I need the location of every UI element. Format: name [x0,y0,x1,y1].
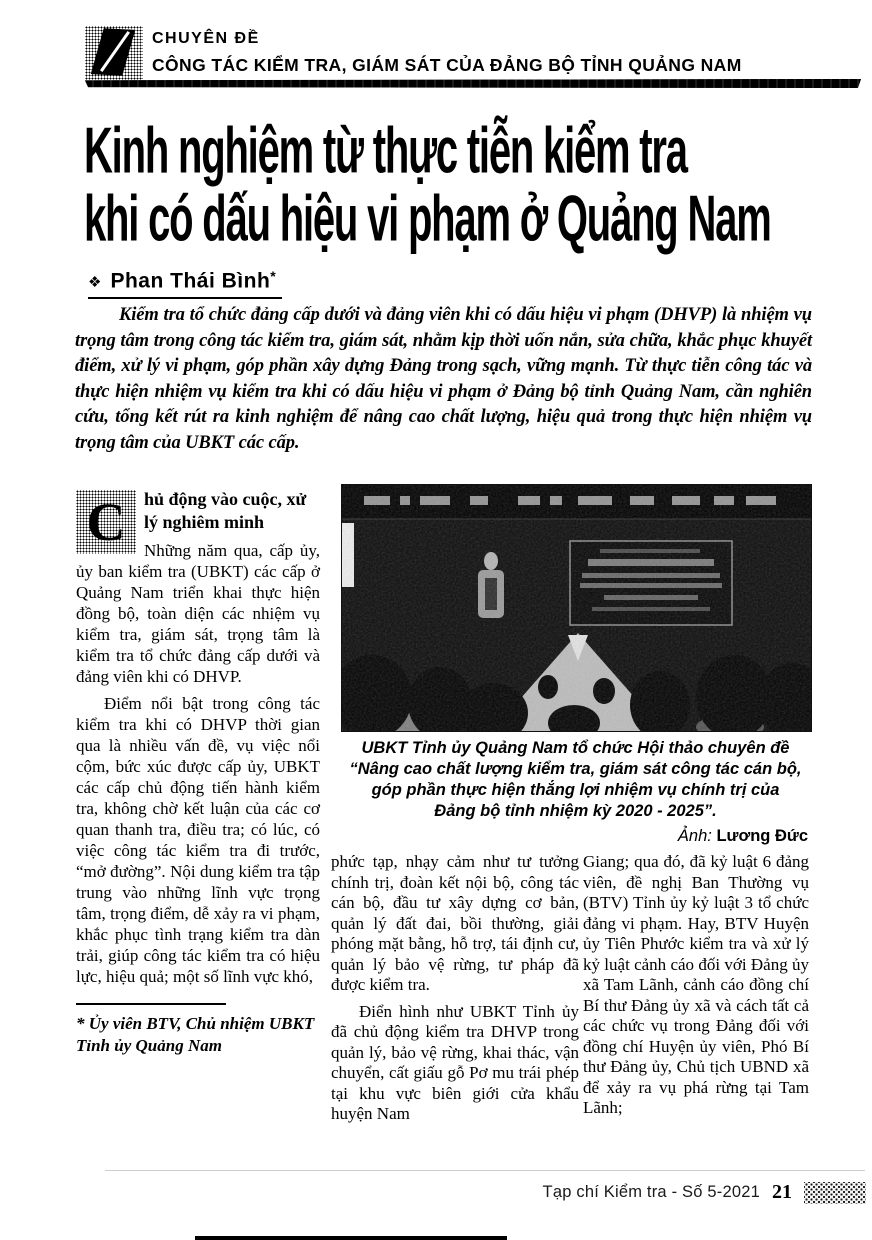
footnote-rule [76,1003,226,1005]
caption-line: Đảng bộ tỉnh nhiệm kỳ 2020 - 2025”. [434,802,717,820]
page-header [152,30,742,76]
photo-credit-name: Lương Đức [716,827,808,845]
column-right [583,852,809,1119]
conference-photo-art [342,485,811,731]
page-number: 21 [772,1181,792,1203]
lead-paragraph: Kiểm tra tổ chức đảng cấp dưới và đảng viên khi có dấu hiệu vi phạm (DHVP) là nhiệm vụ trọng tâm trong công tác kiểm tra, giám sát, nhằm kịp thời uốn nắn, sửa chữa, khắc phục khuyết điểm, xử lý vi phạm, góp phần xây dựng Đảng trong sạch, vững mạnh. Từ thực tiễn công tác và thực hiện nhiệm vụ kiểm tra khi có dấu hiệu vi phạm ở Đảng bộ tỉnh Quảng Nam, cần nghiên cứu, tổng kết rút ra kinh nghiệm để nâng cao chất lượng, hiệu quả trong thực hiện nhiệm vụ trọng tâm của UBKT các cấp. [75,305,812,453]
diamond-bullet-icon: ❖ [88,274,102,292]
caption-line: góp phần thực hiện thắng lợi nhiệm vụ chính trị của [371,781,780,799]
column-left [76,488,320,1057]
page-footer [430,1181,866,1204]
photo-credit-label: Ảnh: [677,827,712,845]
author-name: Phan Thái Bình [110,269,271,293]
scan-artifact-bar [195,1236,507,1240]
column-middle [331,852,579,1125]
article-title [84,114,872,255]
section-heading: hủ động vào cuộc, xử lý nghiêm minh [144,489,307,532]
caption-line: UBKT Tỉnh ủy Quảng Nam tổ chức Hội thảo chuyên đề [361,739,790,757]
caption-line: “Nâng cao chất lượng kiểm tra, giám sát công tác cán bộ, [349,760,802,778]
paragraph: phức tạp, nhạy cảm như tư tưởng chính trị, đoàn kết nội bộ, công tác cán bộ, đầu tư xây dựng cơ bản, quản lý đất đai, bồi thường, giải phóng mặt bằng, hỗ trợ, tái định cư, quản lý bảo vệ rừng, tư pháp đã được kiểm tra. [331,852,579,994]
author-footnote-marker: * [270,268,276,284]
title-line-1: Kinh nghiệm từ thực tiễn kiểm tra [84,114,687,187]
conference-photo [341,484,812,732]
header-rule [85,79,861,88]
author-byline-inner [88,268,282,299]
grain-overlay [342,485,811,731]
footer-ornament [804,1182,866,1204]
section-topic: CÔNG TÁC KIỂM TRA, GIÁM SÁT CỦA ĐẢNG BỘ TỈNH QUẢNG NAM [152,55,742,75]
photo-caption [343,738,808,847]
author-footnote: * Ủy viên BTV, Chủ nhiệm UBKT Tỉnh ủy Quảng Nam [76,1014,315,1055]
journal-issue: Tạp chí Kiểm tra - Số 5-2021 [542,1183,760,1201]
dropcap: C [76,490,136,554]
paragraph: Điểm nổi bật trong công tác kiểm tra khi có DHVP thời gian qua là nhiều vấn đề, vụ việc nổi cộm, bức xúc được cấp ủy, UBKT các cấp chủ động tiến hành kiểm tra, không chờ kết luận của các cơ quan thanh tra, điều tra; có lúc, có việc công tác kiểm tra đi trước, “mở đường”. Nội dung kiểm tra tập trung vào những lĩnh vực trọng tâm, trọng điểm, dễ xảy ra vi phạm, khắc phục tình trạng kiểm tra dàn trải, giúp công tác kiểm tra có hiệu lực, hiệu quả; một số lĩnh vực khó, [76,694,320,986]
photo-credit [343,826,808,847]
title-line-2: khi có dấu hiệu vi phạm ở Quảng Nam [84,182,771,255]
paragraph: Giang; qua đó, đã kỷ luật 6 đảng viên, đề nghị Ban Thường vụ (BTV) Tỉnh ủy kỷ luật 3 tổ chức đảng vi phạm. Hay, BTV Huyện ủy Tiên Phước kiểm tra và xử lý kỷ luật cảnh cáo đối với Đảng ủy xã Tam Lãnh, cảnh cáo đồng chí Bí thư Đảng ủy xã và cách tất cả các chức vụ trong Đảng đối với đồng chí Huyện ủy viên, Phó Bí thư Đảng ủy, Chủ tịch UBND xã để xảy ra vụ phá rừng tại Tam Lãnh; [583,852,809,1117]
section-emblem-icon [85,26,143,80]
paragraph: Những năm qua, cấp ủy, ủy ban kiểm tra (UBKT) các cấp ở Quảng Nam triển khai thực hiện đồng bộ, toàn diện các nhiệm vụ kiểm tra, giám sát, trọng tâm là kiểm tra tổ chức đảng cấp dưới và đảng viên khi có DHVP. [76,541,320,686]
paragraph: Điển hình như UBKT Tỉnh ủy đã chủ động kiểm tra DHVP trong quản lý, bảo vệ rừng, khai thác, vận chuyển, cất giấu gỗ Pơ mu trái phép tại khu vực biên giới cửa khẩu huyện Nam [331,1001,579,1123]
section-kicker: CHUYÊN ĐỀ [152,30,260,47]
author-byline [88,268,282,299]
scan-artifact-line [105,1170,865,1171]
